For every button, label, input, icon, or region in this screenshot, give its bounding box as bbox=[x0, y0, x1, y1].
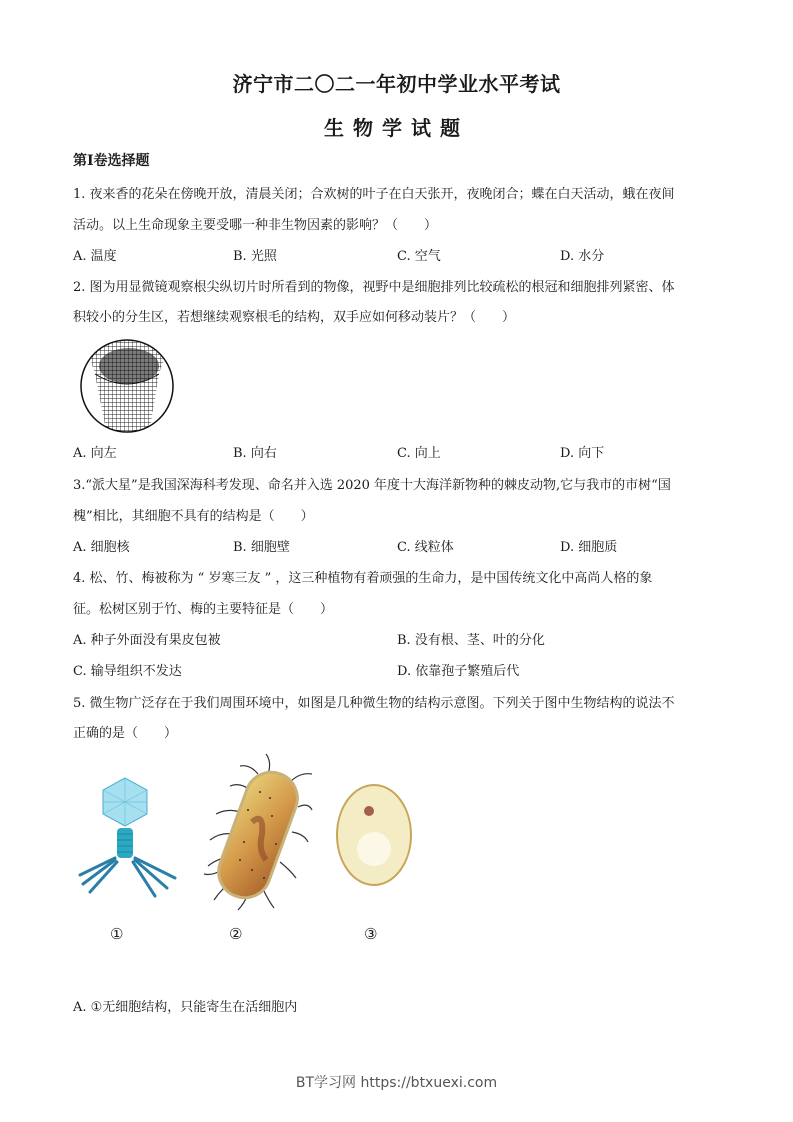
question-2-option-d: D. 向下 bbox=[560, 446, 605, 461]
exam-title: 济宁市二〇二一年初中学业水平考试 bbox=[232, 72, 561, 96]
question-4-option-c: C. 输导组织不发达 bbox=[73, 664, 182, 679]
question-4-line-2: 征。松树区别于竹、梅的主要特征是（ ） bbox=[73, 602, 334, 617]
question-1-option-d: D. 水分 bbox=[560, 249, 605, 264]
question-2-line-2: 积较小的分生区，若想继续观察根毛的结构，双手应如何移动装片？（ ） bbox=[73, 310, 516, 325]
exam-subtitle: 生物学试题 bbox=[324, 116, 469, 140]
bacteriophage-figure bbox=[75, 770, 180, 900]
question-2-option-c: C. 向上 bbox=[397, 446, 441, 461]
question-1-line-2: 活动。以上生命现象主要受哪一种非生物因素的影响？（ ） bbox=[73, 218, 438, 233]
question-3-line-1: 3.“派大星”是我国深海科考发现、命名并入选 2020 年度十大海洋新物种的棘皮动物,它与我市的市树“国 bbox=[73, 478, 671, 493]
microscope-root-tip-figure bbox=[73, 334, 183, 434]
question-1-line-1: 1. 夜来香的花朵在傍晚开放，清晨关闭；合欢树的叶子在白天张开，夜晚闭合；蝶在白天活动，蛾在夜间 bbox=[73, 187, 675, 202]
question-4-option-a: A. 种子外面没有果皮包被 bbox=[73, 633, 221, 648]
question-5-option-a: A. ①无细胞结构，只能寄生在活细胞内 bbox=[73, 1000, 298, 1015]
question-3-option-b: B. 细胞壁 bbox=[233, 540, 290, 555]
question-3-option-a: A. 细胞核 bbox=[73, 540, 130, 555]
question-1-option-a: A. 温度 bbox=[73, 249, 117, 264]
question-5-line-1: 5. 微生物广泛存在于我们周围环境中，如图是几种微生物的结构示意图。下列关于图中生物结构的说法不 bbox=[73, 696, 675, 711]
question-3-option-c: C. 线粒体 bbox=[397, 540, 454, 555]
figure-label-2: ② bbox=[229, 925, 243, 943]
figure-label-3: ③ bbox=[364, 925, 378, 943]
question-3-line-2: 槐”相比，其细胞不具有的结构是（ ） bbox=[73, 509, 314, 524]
question-2-option-a: A. 向左 bbox=[73, 446, 117, 461]
question-4-line-1: 4. 松、竹、梅被称为 “ 岁寒三友 ” ，这三种植物有着顽强的生命力，是中国传统文化中高尚人格的象 bbox=[73, 571, 653, 586]
question-2-line-1: 2. 图为用显微镜观察根尖纵切片时所看到的物像，视野中是细胞排列比较疏松的根冠和细胞排列紧密、体 bbox=[73, 280, 675, 295]
question-3-option-d: D. 细胞质 bbox=[560, 540, 618, 555]
section-heading: 第Ⅰ卷选择题 bbox=[73, 153, 150, 169]
yeast-cell-figure bbox=[334, 782, 414, 888]
question-2-option-b: B. 向右 bbox=[233, 446, 277, 461]
question-1-option-b: B. 光照 bbox=[233, 249, 277, 264]
watermark-footer: BT学习网 https://btxuexi.com bbox=[295, 1075, 498, 1091]
figure-label-1: ① bbox=[110, 925, 124, 943]
question-5-line-2: 正确的是（ ） bbox=[73, 726, 178, 741]
question-1-option-c: C. 空气 bbox=[397, 249, 441, 264]
question-4-option-b: B. 没有根、茎、叶的分化 bbox=[397, 633, 545, 648]
question-4-option-d: D. 依靠孢子繁殖后代 bbox=[397, 664, 520, 679]
bacterium-figure bbox=[200, 752, 315, 912]
